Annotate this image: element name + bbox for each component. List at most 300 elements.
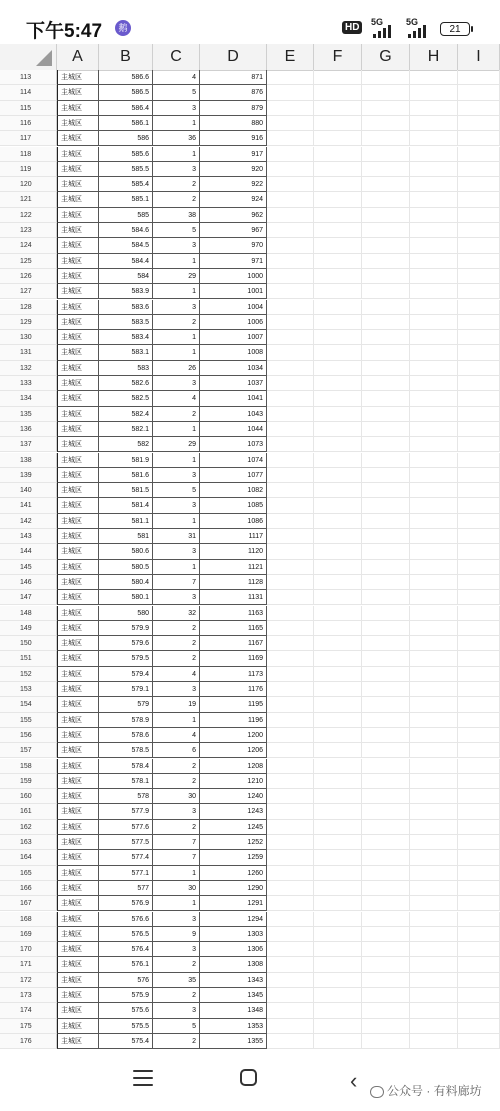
cell-b[interactable]: 586.6 <box>99 70 153 85</box>
column-header-a[interactable]: A <box>57 44 99 70</box>
empty-cell[interactable] <box>410 973 458 988</box>
empty-cell[interactable] <box>458 820 500 835</box>
row-number[interactable]: 124 <box>0 238 57 253</box>
cell-a[interactable]: 主城区 <box>57 575 99 590</box>
cell-a[interactable]: 主城区 <box>57 881 99 896</box>
cell-d[interactable]: 1001 <box>200 284 267 299</box>
cell-d[interactable]: 1044 <box>200 422 267 437</box>
cell-b[interactable]: 578 <box>99 789 153 804</box>
cell-d[interactable]: 1208 <box>200 759 267 774</box>
empty-cell[interactable] <box>458 774 500 789</box>
cell-d[interactable]: 1176 <box>200 682 267 697</box>
cell-c[interactable]: 2 <box>153 759 200 774</box>
cell-b[interactable]: 582.6 <box>99 376 153 391</box>
cell-d[interactable]: 1077 <box>200 468 267 483</box>
cell-a[interactable]: 主城区 <box>57 1019 99 1034</box>
cell-d[interactable]: 1290 <box>200 881 267 896</box>
cell-b[interactable]: 585 <box>99 208 153 223</box>
empty-cell[interactable] <box>267 927 314 942</box>
cell-a[interactable]: 主城区 <box>57 529 99 544</box>
row-number[interactable]: 142 <box>0 514 57 529</box>
empty-cell[interactable] <box>458 422 500 437</box>
select-all-corner[interactable] <box>0 44 57 70</box>
empty-cell[interactable] <box>314 575 362 590</box>
row-number[interactable]: 169 <box>0 927 57 942</box>
empty-cell[interactable] <box>362 575 410 590</box>
cell-c[interactable]: 7 <box>153 850 200 865</box>
empty-cell[interactable] <box>410 774 458 789</box>
empty-cell[interactable] <box>267 85 314 100</box>
cell-a[interactable]: 主城区 <box>57 973 99 988</box>
cell-a[interactable]: 主城区 <box>57 912 99 927</box>
cell-c[interactable]: 9 <box>153 927 200 942</box>
cell-a[interactable]: 主城区 <box>57 697 99 712</box>
empty-cell[interactable] <box>267 498 314 513</box>
cell-a[interactable]: 主城区 <box>57 682 99 697</box>
empty-cell[interactable] <box>410 728 458 743</box>
empty-cell[interactable] <box>458 101 500 116</box>
cell-b[interactable]: 580.5 <box>99 560 153 575</box>
cell-d[interactable]: 922 <box>200 177 267 192</box>
cell-c[interactable]: 4 <box>153 70 200 85</box>
empty-cell[interactable] <box>362 361 410 376</box>
empty-cell[interactable] <box>410 330 458 345</box>
empty-cell[interactable] <box>314 759 362 774</box>
cell-b[interactable]: 575.4 <box>99 1034 153 1049</box>
empty-cell[interactable] <box>362 590 410 605</box>
empty-cell[interactable] <box>458 942 500 957</box>
empty-cell[interactable] <box>314 147 362 162</box>
empty-cell[interactable] <box>458 850 500 865</box>
row-number[interactable]: 149 <box>0 621 57 636</box>
cell-c[interactable]: 5 <box>153 1019 200 1034</box>
column-header-d[interactable]: D <box>200 44 267 70</box>
cell-b[interactable]: 576.1 <box>99 957 153 972</box>
cell-b[interactable]: 577.6 <box>99 820 153 835</box>
cell-d[interactable]: 920 <box>200 162 267 177</box>
empty-cell[interactable] <box>314 804 362 819</box>
cell-b[interactable]: 577.5 <box>99 835 153 850</box>
empty-cell[interactable] <box>362 988 410 1003</box>
empty-cell[interactable] <box>410 743 458 758</box>
empty-cell[interactable] <box>267 345 314 360</box>
cell-c[interactable]: 4 <box>153 728 200 743</box>
row-number[interactable]: 165 <box>0 866 57 881</box>
row-number[interactable]: 118 <box>0 147 57 162</box>
cell-d[interactable]: 1037 <box>200 376 267 391</box>
empty-cell[interactable] <box>267 759 314 774</box>
cell-c[interactable]: 5 <box>153 483 200 498</box>
empty-cell[interactable] <box>458 697 500 712</box>
cell-d[interactable]: 1074 <box>200 453 267 468</box>
empty-cell[interactable] <box>362 330 410 345</box>
cell-d[interactable]: 1252 <box>200 835 267 850</box>
empty-cell[interactable] <box>458 514 500 529</box>
cell-c[interactable]: 3 <box>153 238 200 253</box>
empty-cell[interactable] <box>267 590 314 605</box>
empty-cell[interactable] <box>267 407 314 422</box>
cell-a[interactable]: 主城区 <box>57 957 99 972</box>
empty-cell[interactable] <box>362 896 410 911</box>
cell-c[interactable]: 29 <box>153 269 200 284</box>
empty-cell[interactable] <box>362 957 410 972</box>
cell-a[interactable]: 主城区 <box>57 131 99 146</box>
cell-c[interactable]: 3 <box>153 300 200 315</box>
empty-cell[interactable] <box>410 483 458 498</box>
row-number[interactable]: 133 <box>0 376 57 391</box>
cell-b[interactable]: 584.6 <box>99 223 153 238</box>
row-number[interactable]: 117 <box>0 131 57 146</box>
row-number[interactable]: 170 <box>0 942 57 957</box>
empty-cell[interactable] <box>267 284 314 299</box>
cell-d[interactable]: 1167 <box>200 636 267 651</box>
empty-cell[interactable] <box>362 514 410 529</box>
empty-cell[interactable] <box>314 560 362 575</box>
empty-cell[interactable] <box>362 483 410 498</box>
empty-cell[interactable] <box>458 330 500 345</box>
cell-d[interactable]: 1004 <box>200 300 267 315</box>
empty-cell[interactable] <box>267 881 314 896</box>
empty-cell[interactable] <box>410 575 458 590</box>
empty-cell[interactable] <box>458 85 500 100</box>
empty-cell[interactable] <box>410 437 458 452</box>
cell-c[interactable]: 2 <box>153 651 200 666</box>
empty-cell[interactable] <box>410 376 458 391</box>
empty-cell[interactable] <box>458 361 500 376</box>
cell-b[interactable]: 586.4 <box>99 101 153 116</box>
empty-cell[interactable] <box>458 651 500 666</box>
cell-a[interactable]: 主城区 <box>57 590 99 605</box>
cell-a[interactable]: 主城区 <box>57 606 99 621</box>
empty-cell[interactable] <box>362 850 410 865</box>
empty-cell[interactable] <box>362 437 410 452</box>
empty-cell[interactable] <box>362 973 410 988</box>
empty-cell[interactable] <box>410 896 458 911</box>
empty-cell[interactable] <box>458 927 500 942</box>
empty-cell[interactable] <box>314 820 362 835</box>
empty-cell[interactable] <box>458 407 500 422</box>
row-number[interactable]: 115 <box>0 101 57 116</box>
empty-cell[interactable] <box>267 1019 314 1034</box>
cell-d[interactable]: 1117 <box>200 529 267 544</box>
empty-cell[interactable] <box>458 743 500 758</box>
row-number[interactable]: 113 <box>0 70 57 85</box>
cell-b[interactable]: 583.9 <box>99 284 153 299</box>
row-number[interactable]: 128 <box>0 300 57 315</box>
empty-cell[interactable] <box>314 422 362 437</box>
empty-cell[interactable] <box>267 606 314 621</box>
empty-cell[interactable] <box>362 391 410 406</box>
cell-c[interactable]: 19 <box>153 697 200 712</box>
empty-cell[interactable] <box>362 208 410 223</box>
cell-b[interactable]: 580.6 <box>99 544 153 559</box>
cell-d[interactable]: 1345 <box>200 988 267 1003</box>
empty-cell[interactable] <box>314 101 362 116</box>
row-number[interactable]: 155 <box>0 713 57 728</box>
cell-c[interactable]: 1 <box>153 560 200 575</box>
cell-a[interactable]: 主城区 <box>57 147 99 162</box>
empty-cell[interactable] <box>458 621 500 636</box>
cell-c[interactable]: 38 <box>153 208 200 223</box>
row-number[interactable]: 160 <box>0 789 57 804</box>
empty-cell[interactable] <box>314 453 362 468</box>
cell-c[interactable]: 4 <box>153 391 200 406</box>
cell-c[interactable]: 26 <box>153 361 200 376</box>
column-header-i[interactable]: I <box>458 44 500 70</box>
cell-a[interactable]: 主城区 <box>57 774 99 789</box>
cell-a[interactable]: 主城区 <box>57 988 99 1003</box>
empty-cell[interactable] <box>267 728 314 743</box>
cell-b[interactable]: 581.9 <box>99 453 153 468</box>
empty-cell[interactable] <box>362 345 410 360</box>
cell-d[interactable]: 1006 <box>200 315 267 330</box>
empty-cell[interactable] <box>410 238 458 253</box>
empty-cell[interactable] <box>314 330 362 345</box>
empty-cell[interactable] <box>410 422 458 437</box>
cell-b[interactable]: 583.1 <box>99 345 153 360</box>
row-number[interactable]: 144 <box>0 544 57 559</box>
empty-cell[interactable] <box>410 284 458 299</box>
cell-d[interactable]: 1086 <box>200 514 267 529</box>
row-number[interactable]: 119 <box>0 162 57 177</box>
empty-cell[interactable] <box>410 988 458 1003</box>
cell-c[interactable]: 1 <box>153 284 200 299</box>
row-number[interactable]: 172 <box>0 973 57 988</box>
empty-cell[interactable] <box>362 804 410 819</box>
empty-cell[interactable] <box>362 468 410 483</box>
empty-cell[interactable] <box>410 713 458 728</box>
empty-cell[interactable] <box>314 407 362 422</box>
empty-cell[interactable] <box>267 621 314 636</box>
cell-a[interactable]: 主城区 <box>57 804 99 819</box>
cell-a[interactable]: 主城区 <box>57 759 99 774</box>
cell-a[interactable]: 主城区 <box>57 376 99 391</box>
cell-a[interactable]: 主城区 <box>57 208 99 223</box>
cell-d[interactable]: 1355 <box>200 1034 267 1049</box>
cell-c[interactable]: 1 <box>153 514 200 529</box>
cell-c[interactable]: 2 <box>153 957 200 972</box>
cell-a[interactable]: 主城区 <box>57 927 99 942</box>
row-number[interactable]: 135 <box>0 407 57 422</box>
row-number[interactable]: 140 <box>0 483 57 498</box>
cell-b[interactable]: 575.5 <box>99 1019 153 1034</box>
empty-cell[interactable] <box>458 498 500 513</box>
cell-c[interactable]: 1 <box>153 330 200 345</box>
empty-cell[interactable] <box>267 912 314 927</box>
empty-cell[interactable] <box>267 529 314 544</box>
row-number[interactable]: 126 <box>0 269 57 284</box>
empty-cell[interactable] <box>314 192 362 207</box>
row-number[interactable]: 173 <box>0 988 57 1003</box>
empty-cell[interactable] <box>314 973 362 988</box>
empty-cell[interactable] <box>458 667 500 682</box>
empty-cell[interactable] <box>362 713 410 728</box>
empty-cell[interactable] <box>458 300 500 315</box>
empty-cell[interactable] <box>314 177 362 192</box>
row-number[interactable]: 139 <box>0 468 57 483</box>
row-number[interactable]: 143 <box>0 529 57 544</box>
cell-c[interactable]: 1 <box>153 453 200 468</box>
column-header-h[interactable]: H <box>410 44 458 70</box>
empty-cell[interactable] <box>410 514 458 529</box>
empty-cell[interactable] <box>458 804 500 819</box>
empty-cell[interactable] <box>314 284 362 299</box>
cell-c[interactable]: 2 <box>153 774 200 789</box>
empty-cell[interactable] <box>362 300 410 315</box>
empty-cell[interactable] <box>458 866 500 881</box>
empty-cell[interactable] <box>362 254 410 269</box>
cell-c[interactable]: 2 <box>153 192 200 207</box>
empty-cell[interactable] <box>267 361 314 376</box>
empty-cell[interactable] <box>267 667 314 682</box>
cell-a[interactable]: 主城区 <box>57 713 99 728</box>
empty-cell[interactable] <box>314 896 362 911</box>
cell-d[interactable]: 971 <box>200 254 267 269</box>
cell-b[interactable]: 578.6 <box>99 728 153 743</box>
empty-cell[interactable] <box>314 361 362 376</box>
empty-cell[interactable] <box>362 85 410 100</box>
cell-c[interactable]: 6 <box>153 743 200 758</box>
cell-a[interactable]: 主城区 <box>57 284 99 299</box>
cell-a[interactable]: 主城区 <box>57 254 99 269</box>
cell-c[interactable]: 3 <box>153 942 200 957</box>
empty-cell[interactable] <box>458 391 500 406</box>
cell-d[interactable]: 1163 <box>200 606 267 621</box>
cell-b[interactable]: 585.6 <box>99 147 153 162</box>
cell-b[interactable]: 586.5 <box>99 85 153 100</box>
cell-b[interactable]: 580.4 <box>99 575 153 590</box>
cell-d[interactable]: 1291 <box>200 896 267 911</box>
row-number[interactable]: 148 <box>0 606 57 621</box>
empty-cell[interactable] <box>458 544 500 559</box>
empty-cell[interactable] <box>314 789 362 804</box>
empty-cell[interactable] <box>314 483 362 498</box>
empty-cell[interactable] <box>314 866 362 881</box>
empty-cell[interactable] <box>458 238 500 253</box>
cell-c[interactable]: 3 <box>153 498 200 513</box>
empty-cell[interactable] <box>458 453 500 468</box>
cell-b[interactable]: 582.5 <box>99 391 153 406</box>
empty-cell[interactable] <box>267 988 314 1003</box>
empty-cell[interactable] <box>410 759 458 774</box>
empty-cell[interactable] <box>314 544 362 559</box>
empty-cell[interactable] <box>314 162 362 177</box>
cell-d[interactable]: 1085 <box>200 498 267 513</box>
row-number[interactable]: 122 <box>0 208 57 223</box>
cell-d[interactable]: 1210 <box>200 774 267 789</box>
empty-cell[interactable] <box>362 70 410 85</box>
row-number[interactable]: 156 <box>0 728 57 743</box>
cell-c[interactable]: 3 <box>153 1003 200 1018</box>
cell-d[interactable]: 1348 <box>200 1003 267 1018</box>
cell-a[interactable]: 主城区 <box>57 1034 99 1049</box>
empty-cell[interactable] <box>267 1034 314 1049</box>
empty-cell[interactable] <box>314 223 362 238</box>
empty-cell[interactable] <box>362 728 410 743</box>
row-number[interactable]: 127 <box>0 284 57 299</box>
cell-c[interactable]: 7 <box>153 835 200 850</box>
empty-cell[interactable] <box>458 468 500 483</box>
empty-cell[interactable] <box>410 345 458 360</box>
row-number[interactable]: 151 <box>0 651 57 666</box>
empty-cell[interactable] <box>267 743 314 758</box>
empty-cell[interactable] <box>267 896 314 911</box>
cell-d[interactable]: 876 <box>200 85 267 100</box>
cell-c[interactable]: 3 <box>153 468 200 483</box>
empty-cell[interactable] <box>458 713 500 728</box>
empty-cell[interactable] <box>267 376 314 391</box>
empty-cell[interactable] <box>362 927 410 942</box>
cell-d[interactable]: 1303 <box>200 927 267 942</box>
empty-cell[interactable] <box>314 651 362 666</box>
empty-cell[interactable] <box>267 453 314 468</box>
empty-cell[interactable] <box>458 192 500 207</box>
row-number[interactable]: 163 <box>0 835 57 850</box>
empty-cell[interactable] <box>410 254 458 269</box>
empty-cell[interactable] <box>458 315 500 330</box>
empty-cell[interactable] <box>458 835 500 850</box>
empty-cell[interactable] <box>362 820 410 835</box>
cell-b[interactable]: 576.5 <box>99 927 153 942</box>
empty-cell[interactable] <box>362 116 410 131</box>
empty-cell[interactable] <box>362 192 410 207</box>
cell-c[interactable]: 3 <box>153 162 200 177</box>
cell-a[interactable]: 主城区 <box>57 468 99 483</box>
cell-b[interactable]: 578.4 <box>99 759 153 774</box>
empty-cell[interactable] <box>410 162 458 177</box>
empty-cell[interactable] <box>410 957 458 972</box>
empty-cell[interactable] <box>314 70 362 85</box>
empty-cell[interactable] <box>410 300 458 315</box>
empty-cell[interactable] <box>267 820 314 835</box>
cell-c[interactable]: 1 <box>153 896 200 911</box>
empty-cell[interactable] <box>314 682 362 697</box>
empty-cell[interactable] <box>458 177 500 192</box>
row-number[interactable]: 141 <box>0 498 57 513</box>
row-number[interactable]: 162 <box>0 820 57 835</box>
row-number[interactable]: 123 <box>0 223 57 238</box>
empty-cell[interactable] <box>267 131 314 146</box>
empty-cell[interactable] <box>410 682 458 697</box>
column-header-b[interactable]: B <box>99 44 153 70</box>
empty-cell[interactable] <box>362 269 410 284</box>
empty-cell[interactable] <box>267 391 314 406</box>
row-number[interactable]: 175 <box>0 1019 57 1034</box>
empty-cell[interactable] <box>362 162 410 177</box>
empty-cell[interactable] <box>410 85 458 100</box>
cell-b[interactable]: 581.1 <box>99 514 153 529</box>
cell-a[interactable]: 主城区 <box>57 345 99 360</box>
cell-a[interactable]: 主城区 <box>57 223 99 238</box>
cell-a[interactable]: 主城区 <box>57 789 99 804</box>
empty-cell[interactable] <box>410 453 458 468</box>
empty-cell[interactable] <box>362 621 410 636</box>
empty-cell[interactable] <box>458 988 500 1003</box>
empty-cell[interactable] <box>410 697 458 712</box>
cell-b[interactable]: 585.4 <box>99 177 153 192</box>
empty-cell[interactable] <box>458 728 500 743</box>
cell-a[interactable]: 主城区 <box>57 192 99 207</box>
cell-c[interactable]: 31 <box>153 529 200 544</box>
cell-b[interactable]: 579.1 <box>99 682 153 697</box>
cell-b[interactable]: 583 <box>99 361 153 376</box>
empty-cell[interactable] <box>362 942 410 957</box>
cell-a[interactable]: 主城区 <box>57 743 99 758</box>
empty-cell[interactable] <box>314 835 362 850</box>
empty-cell[interactable] <box>458 606 500 621</box>
cell-a[interactable]: 主城区 <box>57 621 99 636</box>
empty-cell[interactable] <box>267 422 314 437</box>
